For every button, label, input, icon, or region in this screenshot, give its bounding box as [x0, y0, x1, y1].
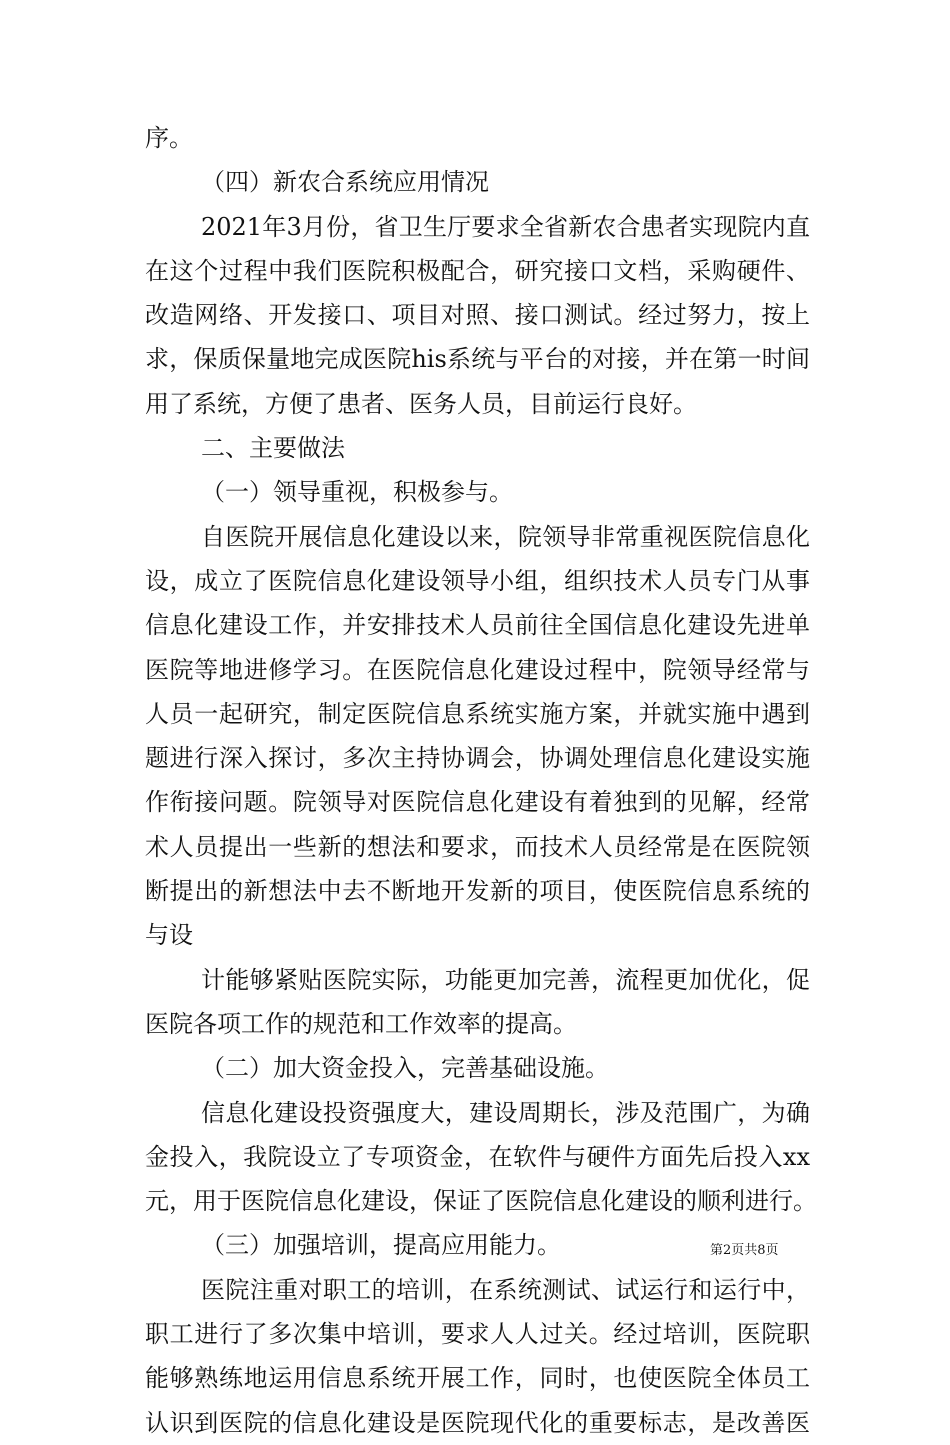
- text-line: 信息化建设投资强度大，建设周期长，涉及范围广，为确: [201, 1098, 810, 1127]
- text-line: 自医院开展信息化建设以来，院领导非常重视医院信息化: [201, 522, 810, 551]
- text-line: （二）加大资金投入，完善基础设施。: [201, 1054, 609, 1083]
- text-line: （三）加强培训，提高应用能力。: [201, 1231, 561, 1260]
- text-line: 医院等地进修学习。在医院信息化建设过程中，院领导经常与: [145, 655, 810, 684]
- text-line: 求，保质保量地完成医院his系统与平台的对接，并在第一时间: [145, 345, 810, 374]
- text-line: 用了系统，方便了患者、医务人员，目前运行良好。: [145, 389, 697, 418]
- text-line: 计能够紧贴医院实际，功能更加完善，流程更加优化，促: [201, 965, 810, 994]
- text-line: 序。: [145, 124, 193, 152]
- text-line: 金投入，我院设立了专项资金，在软件与硬件方面先后投入xx: [145, 1142, 810, 1171]
- text-line: 作衔接问题。院领导对医院信息化建设有着独到的见解，经常: [145, 788, 810, 817]
- text-line: 2021年3月份，省卫生厅要求全省新农合患者实现院内直: [201, 212, 810, 241]
- text-line: 人员一起研究，制定医院信息系统实施方案，并就实施中遇到: [145, 699, 810, 728]
- text-line: 术人员提出一些新的想法和要求，而技术人员经常是在医院领: [145, 832, 810, 861]
- text-line: 信息化建设工作，并安排技术人员前往全国信息化建设先进单: [145, 611, 810, 640]
- text-line: 断提出的新想法中去不断地开发新的项目，使医院信息系统的: [145, 877, 810, 906]
- text-line: 题进行深入探讨，多次主持协调会，协调处理信息化建设实施: [145, 744, 810, 773]
- text-line: （四）新农合系统应用情况: [201, 168, 489, 197]
- text-line: （一）领导重视，积极参与。: [201, 478, 513, 507]
- text-line: 医院各项工作的规范和工作效率的提高。: [145, 1009, 577, 1038]
- text-line: 能够熟练地运用信息系统开展工作，同时，也使医院全体员工: [145, 1364, 810, 1393]
- text-line: 认识到医院的信息化建设是医院现代化的重要标志，是改善医: [145, 1408, 810, 1437]
- text-line: 设，成立了医院信息化建设领导小组，组织技术人员专门从事: [145, 566, 810, 595]
- text-line: 与设: [145, 921, 193, 950]
- text-line: 二、主要做法: [201, 434, 345, 463]
- text-line: 在这个过程中我们医院积极配合，研究接口文档，采购硬件、: [145, 256, 810, 285]
- text-line: 医院注重对职工的培训，在系统测试、试运行和运行中，: [201, 1275, 810, 1304]
- text-line: 改造网络、开发接口、项目对照、接口测试。经过努力，按上: [145, 301, 810, 330]
- text-line: 职工进行了多次集中培训，要求人人过关。经过培训，医院职: [145, 1320, 810, 1349]
- text-line: 元，用于医院信息化建设，保证了医院信息化建设的顺利进行。: [145, 1187, 817, 1216]
- page-number: 第2页共8页: [710, 1243, 779, 1258]
